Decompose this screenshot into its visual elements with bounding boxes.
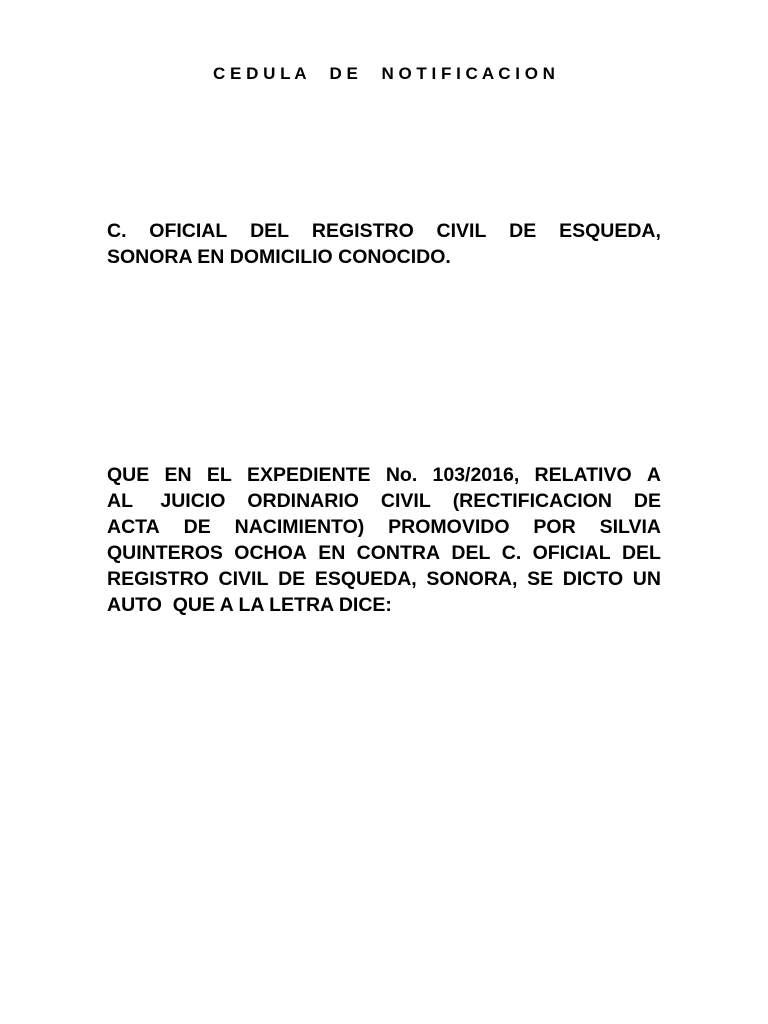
- body-line: [107, 540, 661, 566]
- word: SE: [527, 568, 554, 590]
- word: RELATIVO: [534, 464, 632, 486]
- word: DICTO: [562, 568, 624, 590]
- body-line: [107, 514, 661, 540]
- word: DE: [278, 568, 306, 590]
- word: (RECTIFICACION: [452, 490, 612, 512]
- body-line: [107, 566, 661, 592]
- word: EN: [318, 542, 346, 564]
- word: UN: [632, 568, 661, 590]
- word: OFICIAL: [532, 542, 611, 564]
- word: CIVIL: [436, 220, 487, 242]
- word: DEL: [621, 542, 661, 564]
- word: ORDINARIO: [247, 490, 359, 512]
- word: CIVIL: [218, 568, 269, 590]
- word: SONORA,: [426, 568, 518, 590]
- word: QUINTEROS: [107, 542, 223, 564]
- body-line: [107, 462, 661, 488]
- word: REGISTRO: [311, 220, 414, 242]
- word: REGISTRO: [107, 568, 209, 590]
- word: DE: [509, 220, 537, 242]
- word: DEL: [250, 220, 290, 242]
- word: C.: [501, 542, 522, 564]
- word: ESQUEDA,: [314, 568, 417, 590]
- word: 103/2016,: [432, 464, 520, 486]
- body-line: [107, 488, 661, 514]
- word: DEL: [451, 542, 491, 564]
- word: DE: [633, 490, 661, 512]
- addressee-paragraph: [107, 218, 661, 270]
- addressee-line: SONORA EN DOMICILIO CONOCIDO.: [107, 246, 451, 268]
- word: A: [646, 464, 661, 486]
- word: EL: [206, 464, 232, 486]
- word: EN: [164, 464, 192, 486]
- word: No.: [385, 464, 418, 486]
- word: PROMOVIDO: [388, 516, 510, 538]
- word: EXPEDIENTE: [247, 464, 371, 486]
- body-line: AUTO QUE A LA LETRA DICE:: [107, 594, 392, 616]
- word: CONTRA: [356, 542, 441, 564]
- word: ACTA: [107, 516, 160, 538]
- word: JUICIO: [154, 490, 226, 512]
- word: POR: [533, 516, 576, 538]
- word: NACIMIENTO): [234, 516, 365, 538]
- word: OCHOA: [234, 542, 307, 564]
- document-title: C E D U L A D E N O T I F I C A C I O N: [213, 64, 555, 83]
- word: ESQUEDA,: [559, 220, 661, 242]
- body-paragraph: [107, 462, 661, 618]
- word: QUE: [107, 464, 150, 486]
- addressee-line: [107, 218, 661, 244]
- word: OFICIAL: [149, 220, 228, 242]
- word: SILVIA: [599, 516, 661, 538]
- word: DE: [183, 516, 211, 538]
- word: C.: [107, 220, 127, 242]
- word: AL: [107, 490, 133, 512]
- word: CIVIL: [380, 490, 431, 512]
